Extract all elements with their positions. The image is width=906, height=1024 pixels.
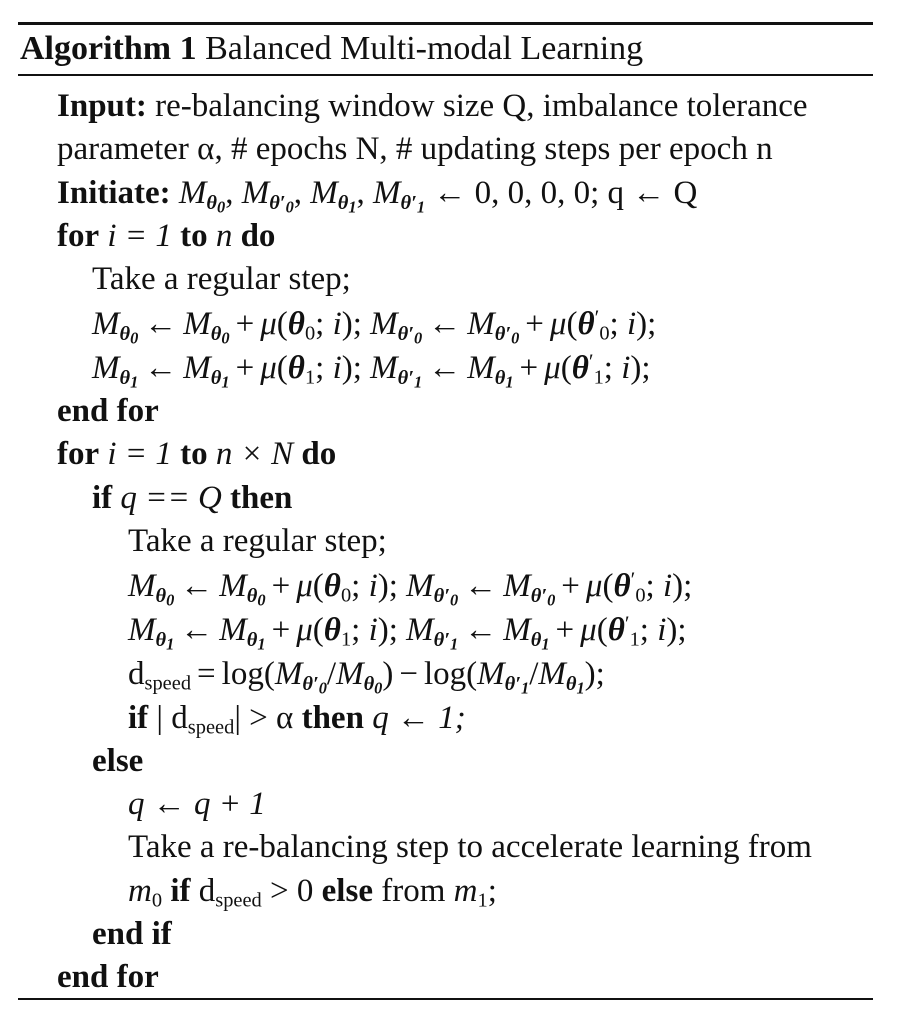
for-loop-2-header (57, 433, 336, 475)
else-keyword: else (92, 743, 144, 779)
loop2-range: i = 1 (107, 436, 172, 472)
increment-line: q ← q + 1 (128, 786, 266, 822)
rebalance-line-2: $m_0$ if $d_{speed} > 0$ else from $m_1$; (128, 873, 497, 912)
then-keyword: then (230, 480, 293, 516)
algorithm-caption (20, 27, 643, 71)
dspeed-subscript-3: speed (215, 889, 262, 912)
rebalance-text: Take a re-balancing step to accelerate learning from (128, 829, 812, 865)
regular-step-text: Take a regular step; (92, 261, 351, 297)
algorithm-title: Balanced Multi-modal Learning (205, 30, 644, 67)
input-text-2: parameter α, # epochs N, # updating steps per epoch n (57, 131, 773, 167)
end-for-1: end for (57, 393, 159, 429)
regular-step-text-2: Take a regular step; (128, 523, 387, 559)
reset-q: q ← 1; (372, 700, 466, 736)
to-keyword: to (180, 218, 208, 254)
bottom-rule (18, 998, 873, 1000)
input-line-1 (57, 85, 808, 127)
loop1-end: n (215, 218, 233, 254)
if-condition: q == Q (120, 480, 222, 516)
dspeed-line: $d_{speed} = \log(M_{\theta'_0}/M_{\theta_0}) - \log(M_{\theta'_1}/M_{\theta_1})$; (128, 656, 605, 697)
initiate-keyword: Initiate: (57, 175, 171, 211)
from-text: from (381, 873, 446, 909)
update-line-b-2: $M_{\theta_1}$ ← $M_{\theta_1} + \mu(\theta_1$; i); $M_{\theta'_1}$ ← $M_{\theta_1} + \mu(\theta'_1$; i); (128, 611, 687, 653)
threshold-if-line (128, 697, 466, 739)
loop1-range: i = 1 (107, 218, 172, 254)
if-keyword-2: if (128, 700, 149, 736)
for-loop-1-header (57, 215, 275, 257)
update-line-b-1: $M_{\theta_1}$ ← $M_{\theta_1} + \mu(\theta_1$; i); $M_{\theta'_1}$ ← $M_{\theta_1} + \mu(\theta'_1$; i); (92, 349, 651, 391)
initiate-line: Initiate: $M_{\theta_0}$, $M_{\theta'_0}$, $M_{\theta_1}$, $M_{\theta'_1}$ ← 0, 0, 0, 0; q ← Q (57, 175, 698, 216)
input-keyword: Input: (57, 88, 147, 124)
regular-step-line-1 (92, 258, 351, 300)
caption-rule (18, 74, 873, 76)
input-text: re-balancing window size Q, imbalance tolerance (155, 88, 808, 124)
input-line-2 (57, 128, 773, 170)
update-line-a-2: $M_{\theta_0}$ ← $M_{\theta_0} + \mu(\theta_0$; i); $M_{\theta'_0}$ ← $M_{\theta'_0} + \mu(\theta'_0$; i); (128, 567, 693, 609)
for-keyword: for (57, 218, 100, 254)
abs-dspeed: | d (156, 700, 188, 736)
initiate-rhs: ← 0, 0, 0, 0; q ← Q (433, 175, 698, 211)
if-keyword-3: if (170, 873, 191, 909)
if-header (92, 477, 292, 519)
loop2-end: n × N (215, 436, 294, 472)
to-keyword-2: to (180, 436, 208, 472)
then-keyword-2: then (301, 700, 364, 736)
update-line-a-1: $M_{\theta_0}$ ← $M_{\theta_0} + \mu(\theta_0$; i); $M_{\theta'_0}$ ← $M_{\theta'_0} + \mu(\theta'_0$; i); (92, 305, 657, 347)
end-for-2: end for (57, 959, 159, 995)
threshold-cond: | > α (234, 700, 294, 736)
gt-zero: > 0 (270, 873, 314, 909)
top-rule (18, 22, 873, 25)
do-keyword-2: do (301, 436, 337, 472)
end-if: end if (92, 916, 172, 952)
regular-step-line-2 (128, 520, 387, 562)
for-keyword-2: for (57, 436, 100, 472)
do-keyword: do (240, 218, 276, 254)
else-keyword-inline: else (321, 873, 373, 909)
rebalance-line-1 (128, 826, 812, 868)
if-keyword: if (92, 480, 113, 516)
dspeed-subscript-2: speed (187, 716, 235, 739)
dspeed-subscript: speed (144, 672, 192, 695)
algorithm-label: Algorithm 1 (20, 30, 197, 67)
